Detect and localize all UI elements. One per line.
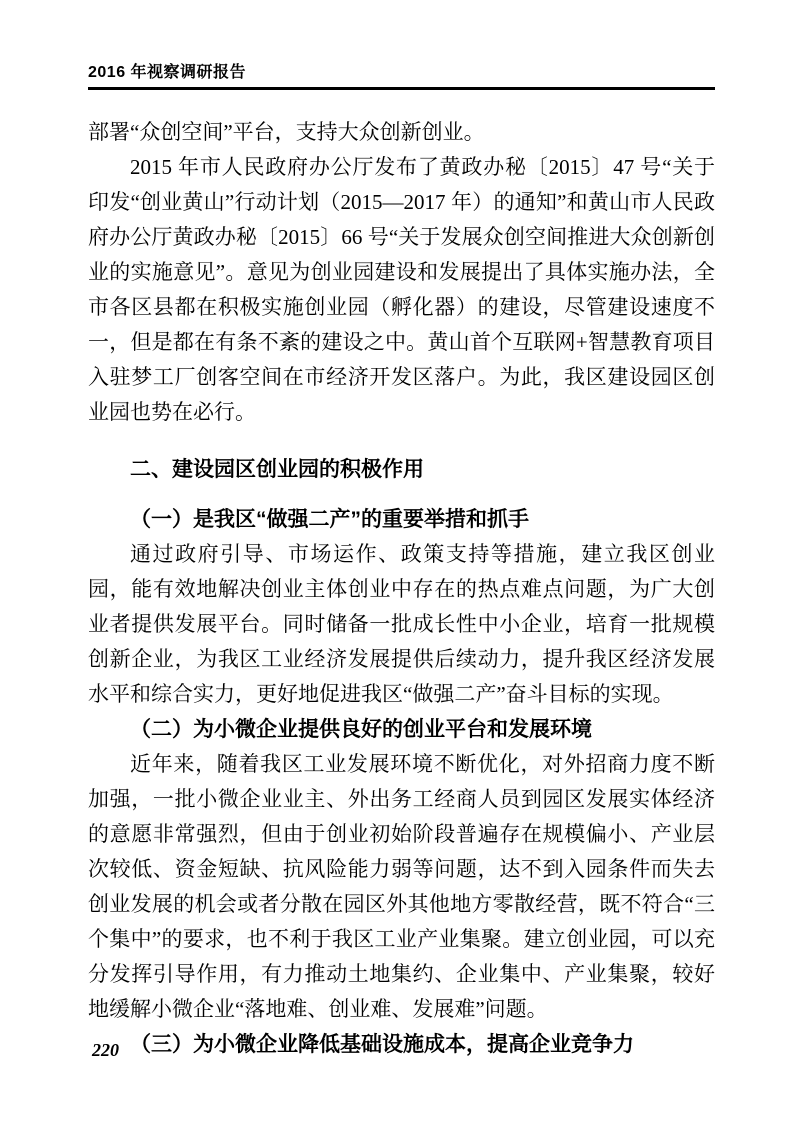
subsection-heading-2: （二）为小微企业提供良好的创业平台和发展环境 — [130, 718, 592, 741]
paragraph: 近年来，随着我区工业发展环境不断优化，对外招商力度不断加强，一批小微企业业主、外出务工经商人员到园区发展实体经济的意愿非常强烈，但由于创业初始阶段普遍存在规模偏小、产业层次较低、资金短缺、抗风险能力弱等问题，达不到入园条件而失去创业发展的机会或者分散在园区外其他地方零散经营，既不符合“三个集中”的要求，也不利于我区工业产业集聚。建立创业园，可以充分发挥引导作用，有力推动土地集约、企业集中、产业集聚，较好地缓解小微企业“落地难、创业难、发展难”问题。 — [88, 752, 715, 1021]
document-body — [88, 115, 715, 1062]
subsection-heading-1: （一）是我区“做强二产”的重要举措和抓手 — [130, 508, 529, 531]
page-number: 220 — [92, 1040, 119, 1060]
paragraph: 通过政府引导、市场运作、政策支持等措施，建立我区创业园，能有效地解决创业主体创业中存在的热点难点问题，为广大创业者提供发展平台。同时储备一批成长性中小企业，培育一批规模创新企业，为我区工业经济发展提供后续动力，提升我区经济发展水平和综合实力，更好地促进我区“做强二产”奋斗目标的实现。 — [88, 542, 715, 706]
paragraph-continuation: 部署“众创空间”平台，支持大众创新创业。 — [88, 120, 485, 144]
subsection-heading-3: （三）为小微企业降低基础设施成本，提高企业竞争力 — [130, 1033, 634, 1056]
paragraph: 2015 年市人民政府办公厅发布了黄政办秘〔2015〕47 号“关于印发“创业黄山”行动计划（2015—2017 年）的通知”和黄山市人民政府办公厅黄政办秘〔2015〕66 号“关于发展众创空间推进大众创新创业的实施意见”。意见为创业园建设和发展提出了具体实施办法，全市各区县都在积极实施创业园（孵化器）的建设，尽管建设速度不一，但是都在有条不紊的建设之中。黄山首个互联网+智慧教育项目入驻梦工厂创客空间在市经济开发区落户。为此，我区建设园区创业园也势在必行。 — [88, 155, 715, 424]
header-rule — [88, 87, 715, 90]
page-header — [88, 62, 715, 90]
section-heading: 二、建设园区创业园的积极作用 — [130, 458, 424, 481]
report-header-title: 2016 年视察调研报告 — [88, 64, 247, 81]
